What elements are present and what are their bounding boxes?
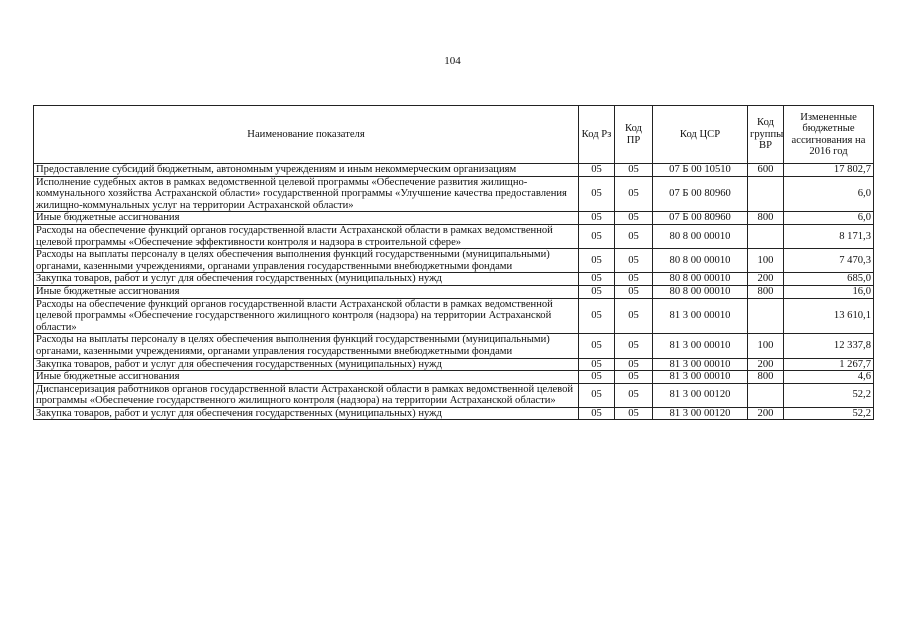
- table-row: [34, 273, 874, 286]
- row-name: Иные бюджетные ассигнования: [34, 285, 579, 298]
- page-number: 104: [444, 55, 461, 67]
- row-amount: 4,6: [784, 371, 874, 384]
- row-rz: 05: [579, 285, 615, 298]
- row-vr: 800: [748, 285, 784, 298]
- header-rz: Код Рз: [579, 106, 615, 164]
- row-name: Предоставление субсидий бюджетным, автономным учреждениям и иным некоммерческим организациям: [34, 164, 579, 177]
- row-csr: 07 Б 00 80960: [653, 176, 748, 212]
- row-csr: 80 8 00 00010: [653, 224, 748, 248]
- row-name: Расходы на выплаты персоналу в целях обеспечения выполнения функций государственными (муниципальными) органами, казенными учреждениями, органами управления государственными внебюджетными фондами: [34, 334, 579, 358]
- row-rz: 05: [579, 249, 615, 273]
- row-amount: 52,2: [784, 407, 874, 420]
- row-vr: 200: [748, 358, 784, 371]
- row-vr: [748, 176, 784, 212]
- row-vr: 800: [748, 212, 784, 225]
- row-name: Диспансеризация работников органов государственной власти Астраханской области в рамках ведомственной целевой программы «Обеспечение государственного жилищного контроля (надзора) на территории Астраханской области»: [34, 383, 579, 407]
- row-amount: 12 337,8: [784, 334, 874, 358]
- row-amount: 1 267,7: [784, 358, 874, 371]
- header-amount: Измененные бюджетные ассигнования на 2016 год: [784, 106, 874, 164]
- row-csr: 81 3 00 00010: [653, 334, 748, 358]
- table-row: [34, 212, 874, 225]
- row-vr: [748, 383, 784, 407]
- row-pr: 05: [615, 249, 653, 273]
- row-name: Исполнение судебных актов в рамках ведомственной целевой программы «Обеспечение развития жилищно-коммунального хозяйства Астраханской области» государственной программы «Улучшение качества предоставления жилищно-коммунальных услуг на территории Астраханской области»: [34, 176, 579, 212]
- row-vr: 200: [748, 407, 784, 420]
- row-amount: 6,0: [784, 176, 874, 212]
- row-amount: 16,0: [784, 285, 874, 298]
- row-pr: 05: [615, 273, 653, 286]
- row-csr: 81 3 00 00120: [653, 383, 748, 407]
- row-pr: 05: [615, 224, 653, 248]
- budget-table: [33, 105, 874, 420]
- table-row: [34, 358, 874, 371]
- row-rz: 05: [579, 371, 615, 384]
- table-row: [34, 383, 874, 407]
- row-csr: 80 8 00 00010: [653, 249, 748, 273]
- row-pr: 05: [615, 285, 653, 298]
- row-vr: [748, 224, 784, 248]
- row-csr: 81 3 00 00010: [653, 358, 748, 371]
- table-header-row: [34, 106, 874, 164]
- header-csr: Код ЦСР: [653, 106, 748, 164]
- row-pr: 05: [615, 164, 653, 177]
- header-pr: Код ПР: [615, 106, 653, 164]
- row-csr: 81 3 00 00010: [653, 371, 748, 384]
- row-csr: 81 3 00 00120: [653, 407, 748, 420]
- row-amount: 17 802,7: [784, 164, 874, 177]
- row-pr: 05: [615, 334, 653, 358]
- row-rz: 05: [579, 176, 615, 212]
- header-name: Наименование показателя: [34, 106, 579, 164]
- row-name: Расходы на обеспечение функций органов государственной власти Астраханской области в рамках ведомственной целевой программы «Обеспечение эффективности контроля и надзора в строительной сфере»: [34, 224, 579, 248]
- table-row: [34, 164, 874, 177]
- row-vr: 600: [748, 164, 784, 177]
- row-rz: 05: [579, 383, 615, 407]
- row-vr: 200: [748, 273, 784, 286]
- row-rz: 05: [579, 212, 615, 225]
- table-row: [34, 298, 874, 334]
- row-amount: 13 610,1: [784, 298, 874, 334]
- row-pr: 05: [615, 176, 653, 212]
- row-csr: 80 8 00 00010: [653, 285, 748, 298]
- row-csr: 80 8 00 00010: [653, 273, 748, 286]
- row-amount: 7 470,3: [784, 249, 874, 273]
- row-rz: 05: [579, 224, 615, 248]
- row-vr: [748, 298, 784, 334]
- row-rz: 05: [579, 164, 615, 177]
- table-row: [34, 249, 874, 273]
- row-name: Расходы на выплаты персоналу в целях обеспечения выполнения функций государственными (муниципальными) органами, казенными учреждениями, органами управления государственными внебюджетными фондами: [34, 249, 579, 273]
- table-row: [34, 285, 874, 298]
- row-pr: 05: [615, 298, 653, 334]
- row-pr: 05: [615, 358, 653, 371]
- row-name: Закупка товаров, работ и услуг для обеспечения государственных (муниципальных) нужд: [34, 358, 579, 371]
- row-pr: 05: [615, 407, 653, 420]
- table-row: [34, 371, 874, 384]
- table-row: [34, 334, 874, 358]
- row-name: Закупка товаров, работ и услуг для обеспечения государственных (муниципальных) нужд: [34, 273, 579, 286]
- row-csr: 07 Б 00 10510: [653, 164, 748, 177]
- row-csr: 07 Б 00 80960: [653, 212, 748, 225]
- row-rz: 05: [579, 298, 615, 334]
- row-name: Расходы на обеспечение функций органов государственной власти Астраханской области в рамках ведомственной целевой программы «Обеспечение государственного жилищного контроля (надзора) на территории Астраханской области»: [34, 298, 579, 334]
- row-amount: 52,2: [784, 383, 874, 407]
- row-pr: 05: [615, 383, 653, 407]
- table-row: [34, 407, 874, 420]
- row-vr: 100: [748, 249, 784, 273]
- row-vr: 800: [748, 371, 784, 384]
- table-row: [34, 176, 874, 212]
- row-rz: 05: [579, 334, 615, 358]
- row-rz: 05: [579, 407, 615, 420]
- row-amount: 8 171,3: [784, 224, 874, 248]
- row-amount: 685,0: [784, 273, 874, 286]
- row-name: Иные бюджетные ассигнования: [34, 212, 579, 225]
- row-amount: 6,0: [784, 212, 874, 225]
- row-name: Закупка товаров, работ и услуг для обеспечения государственных (муниципальных) нужд: [34, 407, 579, 420]
- row-rz: 05: [579, 273, 615, 286]
- row-csr: 81 3 00 00010: [653, 298, 748, 334]
- row-rz: 05: [579, 358, 615, 371]
- row-name: Иные бюджетные ассигнования: [34, 371, 579, 384]
- row-vr: 100: [748, 334, 784, 358]
- table-row: [34, 224, 874, 248]
- row-pr: 05: [615, 371, 653, 384]
- header-vr: Код группы ВР: [748, 106, 784, 164]
- row-pr: 05: [615, 212, 653, 225]
